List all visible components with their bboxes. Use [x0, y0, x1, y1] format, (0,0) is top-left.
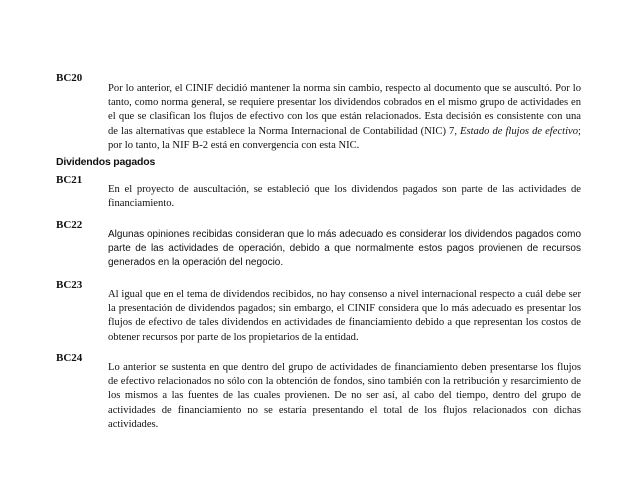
paragraph-body-bc21: En el proyecto de auscultación, se estableció que los dividendos pagados son parte de las actividades de financiamiento.: [108, 184, 581, 210]
paragraph-label-bc23: BC23: [56, 279, 83, 291]
paragraph-text-bc20-part2: ; por lo tanto, la NIF B-2 está en convergencia con esta NIC.: [108, 125, 581, 151]
paragraph-text-bc20-part1: Por lo anterior, el CINIF decidió mantener la norma sin cambio, respecto al documento que se auscultó. Por lo tanto, como norma general, se requiere presentar los dividendos cobrados en el mismo grupo de actividades en el que se clasifican los flujos de efectivo con los que están relacionados. Esta decisión es consistente con una de las alternativas que establece la Norma Internacional de Contabilidad (NIC) 7,: [108, 83, 581, 137]
paragraph-label-bc22: BC22: [56, 219, 83, 231]
paragraph-body-bc24: Lo anterior se sustenta en que dentro del grupo de actividades de financiamiento deben presentarse los flujos de efectivo relacionados no sólo con la obtención de fondos, sino también con la retribución y resarcimiento de los mismos a las fuentes de las cuales provienen. De no ser así, al cabo del tiempo, dentro del grupo de actividades de financiamiento no se estaría presentando el total de los flujos relacionados con dichas actividades.: [108, 362, 581, 430]
paragraph-body-bc23: Al igual que en el tema de dividendos recibidos, no hay consenso a nivel internacional respecto a cuál debe ser la presentación de dividendos pagados; sin embargo, el CINIF considera que lo más adecuado es presentar los flujos de efectivo de tales dividendos en actividades de financiamiento debido a que representan los costos de obtener recursos por parte de los propietarios de la entidad.: [108, 289, 581, 343]
paragraph-label-bc24: BC24: [56, 352, 83, 364]
paragraph-label-bc21: BC21: [56, 174, 83, 186]
paragraph-body-bc20: [108, 82, 581, 153]
section-heading-dividendos-pagados: Dividendos pagados: [56, 156, 156, 168]
paragraph-text-bc20-italic-title: Estado de flujos de efectivo: [460, 125, 579, 137]
paragraph-label-bc20: BC20: [56, 72, 83, 84]
paragraph-body-bc22: Algunas opiniones recibidas consideran que lo más adecuado es considerar los dividendos pagados como parte de las actividades de operación, debido a que normalmente estos pagos provienen de recursos generados en la operación del negocio.: [108, 229, 581, 269]
